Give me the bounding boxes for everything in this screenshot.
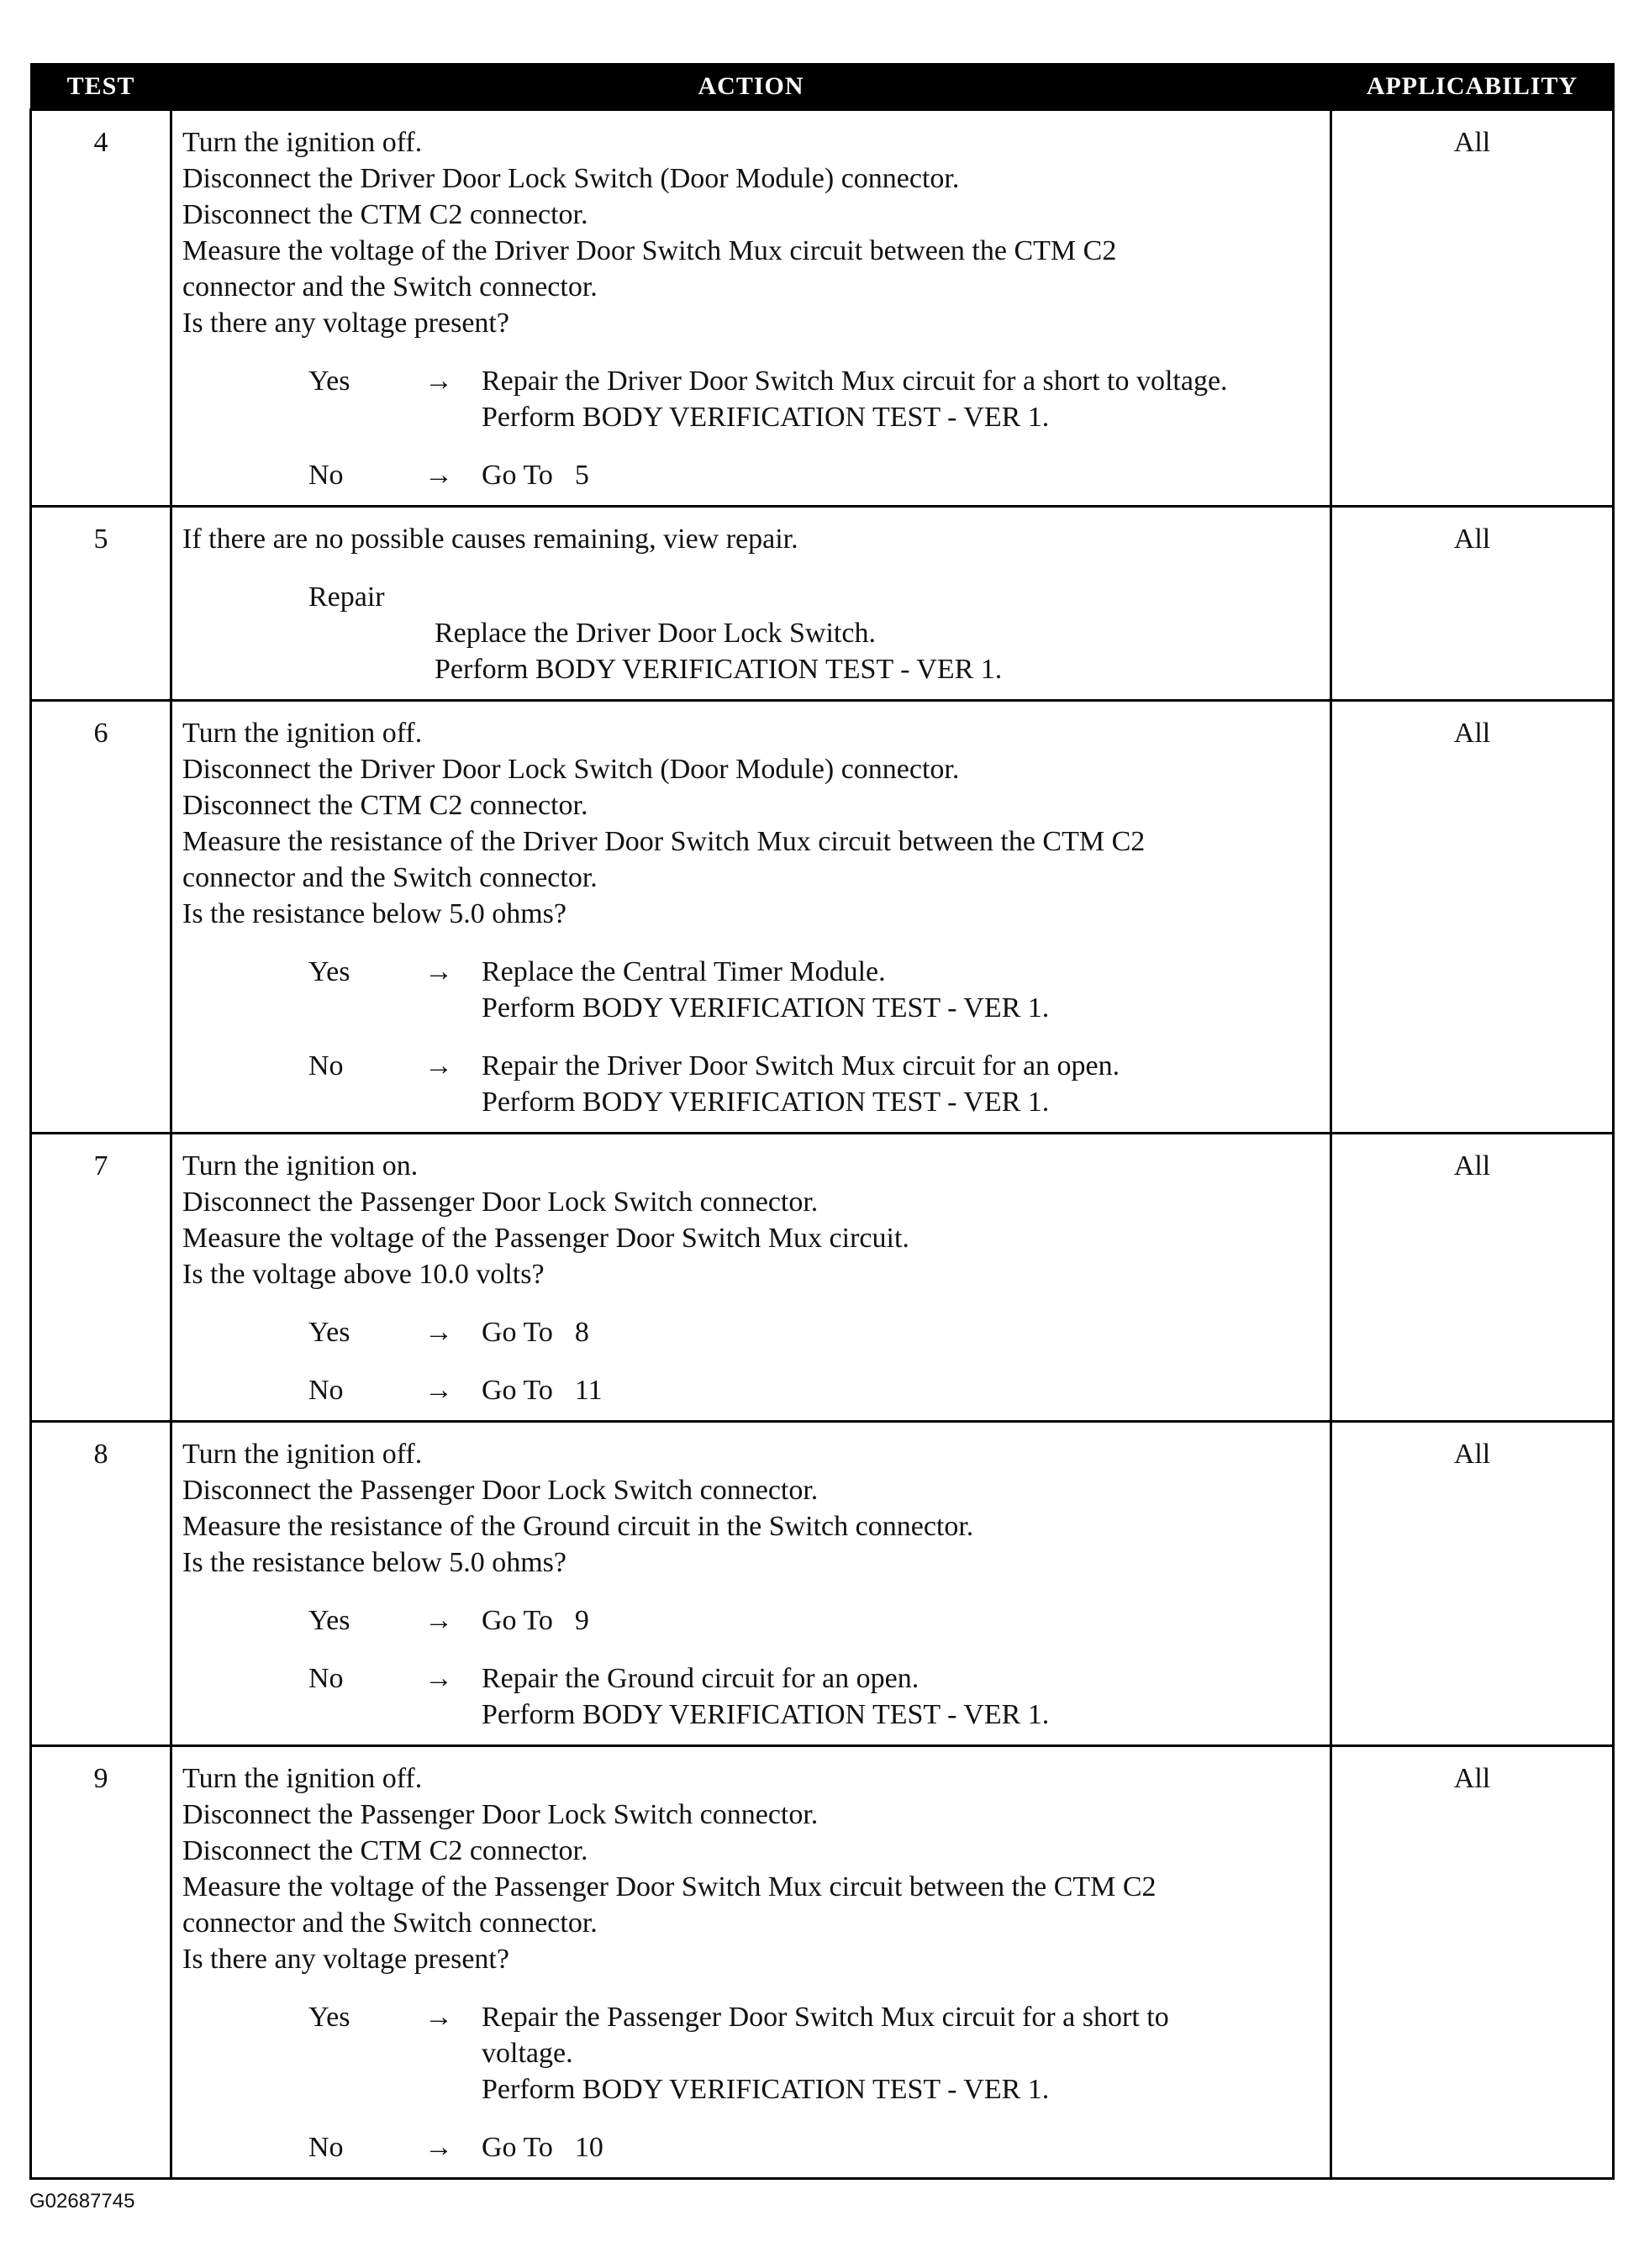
goto-number: 5 bbox=[574, 460, 589, 491]
goto-number: 10 bbox=[574, 2132, 603, 2163]
action-cell bbox=[171, 1746, 1331, 2179]
test-number: 4 bbox=[31, 110, 171, 507]
action-line: Disconnect the Passenger Door Lock Switch connector. bbox=[182, 1799, 819, 1830]
applicability-cell: All bbox=[1331, 507, 1614, 701]
arrow-icon: → bbox=[424, 956, 453, 987]
yes-response bbox=[182, 1314, 1321, 1350]
goto-number: 9 bbox=[574, 1605, 589, 1636]
no-label: No bbox=[308, 2132, 344, 2163]
response-text: Repair the Driver Door Switch Mux circuit for an open. bbox=[482, 1050, 1120, 1081]
no-response bbox=[182, 1660, 1321, 1733]
table-row-test-8 bbox=[31, 1422, 1614, 1746]
applicability-cell: All bbox=[1331, 110, 1614, 507]
goto-number: 11 bbox=[574, 1375, 603, 1406]
action-line: Disconnect the Passenger Door Lock Switch connector. bbox=[182, 1475, 819, 1506]
yes-response bbox=[182, 363, 1321, 435]
action-line: Disconnect the CTM C2 connector. bbox=[182, 199, 588, 230]
response-text: voltage. bbox=[482, 2038, 573, 2069]
table-row-test-9 bbox=[31, 1746, 1614, 2179]
arrow-icon: → bbox=[424, 2132, 453, 2163]
repair-label: Repair bbox=[308, 581, 385, 613]
yes-label: Yes bbox=[308, 1605, 350, 1636]
arrow-icon: → bbox=[424, 1050, 453, 1081]
goto-text: Go To bbox=[482, 1375, 553, 1406]
yes-response bbox=[182, 1602, 1321, 1639]
yes-label: Yes bbox=[308, 956, 350, 987]
action-line: Turn the ignition off. bbox=[182, 1439, 423, 1470]
table-row-test-4 bbox=[31, 110, 1614, 507]
action-line: Turn the ignition off. bbox=[182, 127, 423, 158]
yes-label: Yes bbox=[308, 1317, 350, 1348]
applicability-cell: All bbox=[1331, 1422, 1614, 1746]
action-line: Measure the resistance of the Driver Door Switch Mux circuit between the CTM C2 bbox=[182, 826, 1146, 857]
header-action: ACTION bbox=[171, 64, 1331, 110]
response-text: Perform BODY VERIFICATION TEST - VER 1. bbox=[482, 402, 1050, 433]
header-test: TEST bbox=[31, 64, 171, 110]
action-cell bbox=[171, 110, 1331, 507]
goto-text: Go To bbox=[482, 460, 553, 491]
response-text: Perform BODY VERIFICATION TEST - VER 1. bbox=[482, 1087, 1050, 1118]
action-line: Disconnect the Passenger Door Lock Switch connector. bbox=[182, 1187, 819, 1218]
no-response bbox=[182, 1372, 1321, 1408]
action-line: Disconnect the CTM C2 connector. bbox=[182, 1835, 588, 1866]
yes-label: Yes bbox=[308, 366, 350, 397]
action-line: connector and the Switch connector. bbox=[182, 1908, 598, 1939]
test-number: 8 bbox=[31, 1422, 171, 1746]
action-line: If there are no possible causes remaining, view repair. bbox=[182, 524, 798, 555]
response-text: Repair the Ground circuit for an open. bbox=[482, 1663, 919, 1694]
action-line: Turn the ignition off. bbox=[182, 718, 423, 749]
goto-number: 8 bbox=[574, 1317, 589, 1348]
repair-text: Perform BODY VERIFICATION TEST - VER 1. bbox=[435, 654, 1003, 685]
action-line: Measure the resistance of the Ground circuit in the Switch connector. bbox=[182, 1511, 974, 1542]
action-cell bbox=[171, 701, 1331, 1134]
no-response bbox=[182, 2129, 1321, 2165]
applicability-cell: All bbox=[1331, 701, 1614, 1134]
action-cell bbox=[171, 1422, 1331, 1746]
no-label: No bbox=[308, 1663, 344, 1694]
action-line: Turn the ignition off. bbox=[182, 1763, 423, 1794]
arrow-icon: → bbox=[424, 1663, 453, 1694]
response-text: Replace the Central Timer Module. bbox=[482, 956, 886, 987]
action-line: Disconnect the CTM C2 connector. bbox=[182, 790, 588, 821]
test-number: 5 bbox=[31, 507, 171, 701]
arrow-icon: → bbox=[424, 460, 453, 491]
response-text: Perform BODY VERIFICATION TEST - VER 1. bbox=[482, 992, 1050, 1023]
table-row-test-7 bbox=[31, 1134, 1614, 1422]
diagnostic-table-document bbox=[29, 63, 1612, 2180]
action-line: Is the voltage above 10.0 volts? bbox=[182, 1259, 545, 1290]
repair-text: Replace the Driver Door Lock Switch. bbox=[435, 618, 876, 649]
no-response bbox=[182, 1048, 1321, 1120]
arrow-icon: → bbox=[424, 1375, 453, 1406]
action-line: connector and the Switch connector. bbox=[182, 862, 598, 893]
applicability-cell: All bbox=[1331, 1746, 1614, 2179]
action-line: Turn the ignition on. bbox=[182, 1150, 419, 1181]
yes-label: Yes bbox=[308, 2002, 350, 2033]
no-label: No bbox=[308, 1050, 344, 1081]
response-text: Perform BODY VERIFICATION TEST - VER 1. bbox=[482, 1699, 1050, 1730]
diagnostic-test-table bbox=[29, 63, 1615, 2180]
goto-text: Go To bbox=[482, 1317, 553, 1348]
response-text: Repair the Driver Door Switch Mux circuit for a short to voltage. bbox=[482, 366, 1228, 397]
action-cell bbox=[171, 507, 1331, 701]
action-line: connector and the Switch connector. bbox=[182, 271, 598, 303]
arrow-icon: → bbox=[424, 1317, 453, 1348]
header-applicability: APPLICABILITY bbox=[1331, 64, 1614, 110]
arrow-icon: → bbox=[424, 2002, 453, 2033]
applicability-cell: All bbox=[1331, 1134, 1614, 1422]
action-cell bbox=[171, 1134, 1331, 1422]
arrow-icon: → bbox=[424, 1605, 453, 1636]
response-text: Perform BODY VERIFICATION TEST - VER 1. bbox=[482, 2074, 1050, 2105]
no-response bbox=[182, 457, 1321, 493]
no-label: No bbox=[308, 1375, 344, 1406]
repair-block bbox=[182, 579, 1321, 687]
action-line: Measure the voltage of the Passenger Door Switch Mux circuit. bbox=[182, 1223, 909, 1254]
action-line: Disconnect the Driver Door Lock Switch (Door Module) connector. bbox=[182, 163, 960, 194]
yes-response bbox=[182, 1999, 1321, 2108]
arrow-icon: → bbox=[424, 366, 453, 397]
table-header-row bbox=[31, 64, 1614, 110]
action-line: Is the resistance below 5.0 ohms? bbox=[182, 898, 566, 929]
action-line: Measure the voltage of the Passenger Door Switch Mux circuit between the CTM C2 bbox=[182, 1871, 1157, 1902]
action-line: Disconnect the Driver Door Lock Switch (Door Module) connector. bbox=[182, 754, 960, 785]
action-line: Measure the voltage of the Driver Door Switch Mux circuit between the CTM C2 bbox=[182, 235, 1117, 266]
test-number: 6 bbox=[31, 701, 171, 1134]
table-row-test-6 bbox=[31, 701, 1614, 1134]
action-line: Is the resistance below 5.0 ohms? bbox=[182, 1547, 566, 1578]
action-line: Is there any voltage present? bbox=[182, 1944, 509, 1975]
response-text: Repair the Passenger Door Switch Mux circuit for a short to bbox=[482, 2002, 1169, 2033]
no-label: No bbox=[308, 460, 344, 491]
yes-response bbox=[182, 954, 1321, 1026]
goto-text: Go To bbox=[482, 2132, 553, 2163]
action-line: Is there any voltage present? bbox=[182, 308, 509, 339]
test-number: 7 bbox=[31, 1134, 171, 1422]
test-number: 9 bbox=[31, 1746, 171, 2179]
table-row-test-5 bbox=[31, 507, 1614, 701]
goto-text: Go To bbox=[482, 1605, 553, 1636]
figure-code: G02687745 bbox=[29, 2190, 135, 2213]
